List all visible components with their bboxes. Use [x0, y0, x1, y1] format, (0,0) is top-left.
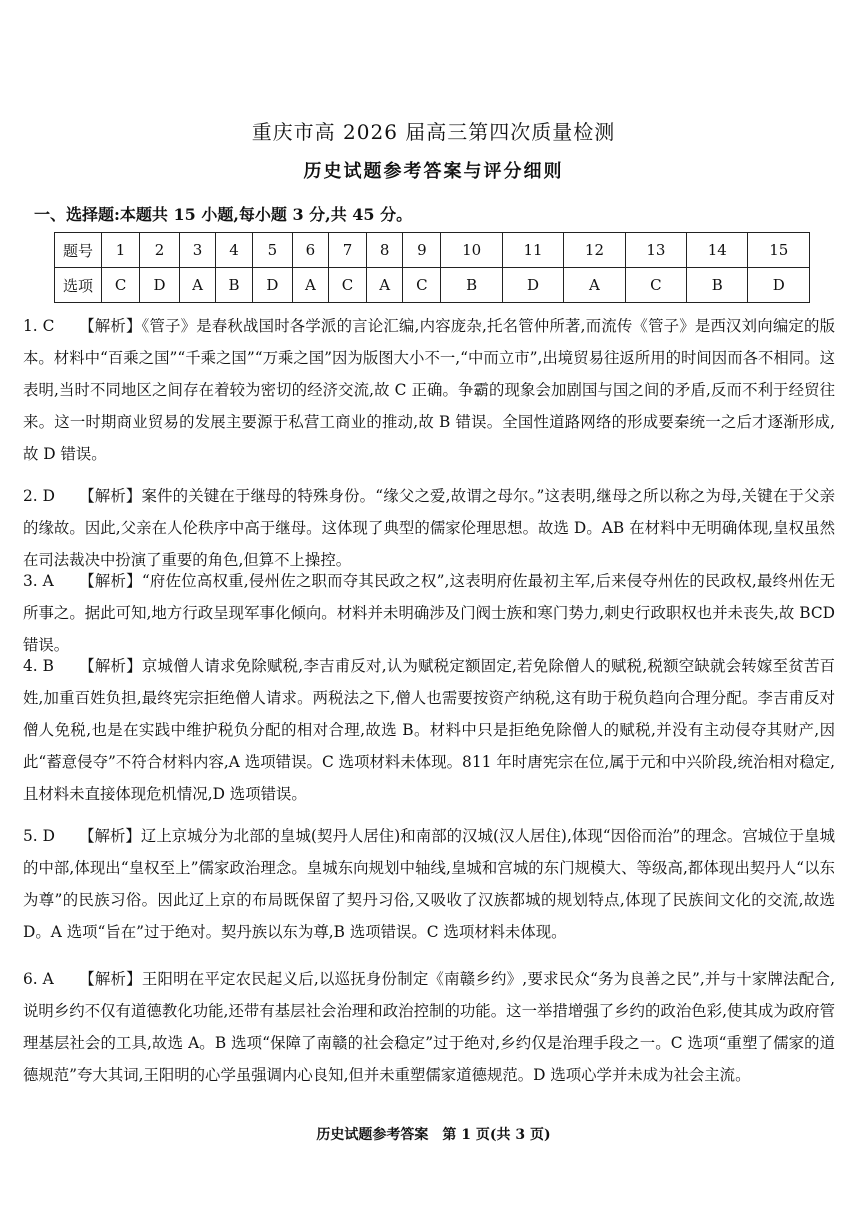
- answer-table-number-row: [55, 233, 810, 268]
- question-number: 4: [216, 233, 253, 268]
- explanation-text: “府佐位高权重,侵州佐之职而夺其民政之权”,这表明府佐最初主军,后来侵夺州佐的民政权,最终州佐无所事之。据此可知,地方行政呈现军事化倾向。材料并未明确涉及门阀士族和寒门势力,刺史行政职权也并未丧失,故 BCD 错误。: [23, 572, 835, 654]
- answer-option: C: [102, 268, 140, 303]
- question-number: 5: [252, 233, 292, 268]
- answer-option: D: [502, 268, 563, 303]
- explanation-tag: 【解析】: [79, 970, 142, 988]
- explanation-tag: 【解析】: [79, 657, 142, 675]
- explanation-number: 3. A: [23, 572, 54, 590]
- question-number: 7: [328, 233, 366, 268]
- page-subtitle: 历史试题参考答案与评分细则: [303, 161, 564, 182]
- answer-option: C: [625, 268, 686, 303]
- question-number: 1: [102, 233, 140, 268]
- explanation-text: 辽上京城分为北部的皇城(契丹人居住)和南部的汉城(汉人居住),体现“因俗而治”的理念。宫城位于皇城的中部,体现出“皇权至上”儒家政治理念。皇城东向规划中轴线,皇城和宫城的东门规模大、等级高,都体现出契丹人“以东为尊”的民族习俗。因此辽上京的布局既保留了契丹习俗,又吸收了汉族都城的规划特点,体现了民族间文化的交流,故选 D。A 选项“旨在”过于绝对。契丹族以东为尊,B 选项错误。C 选项材料未体现。: [23, 827, 835, 941]
- answer-table-option-row: [55, 268, 810, 303]
- explanation-5: [23, 820, 835, 948]
- explanation-text: 王阳明在平定农民起义后,以巡抚身份制定《南赣乡约》,要求民众“务为良善之民”,并与十家牌法配合,说明乡约不仅有道德教化功能,还带有基层社会治理和政治控制的功能。这一举措增强了乡约的政治色彩,使其成为政府管理基层社会的工具,故选 A。B 选项“保障了南赣的社会稳定”过于绝对,乡约仅是治理手段之一。C 选项“重塑了儒家的道德规范”夸大其词,王阳明的心学虽强调内心良知,但并未重塑儒家道德规范。D 选项心学并未成为社会主流。: [23, 970, 835, 1084]
- answer-option: B: [216, 268, 253, 303]
- explanation-number: 6. A: [23, 970, 54, 988]
- explanation-tag: 【解析】: [79, 572, 142, 590]
- explanation-4: [23, 650, 835, 810]
- question-number: 6: [292, 233, 328, 268]
- number-row-label: 题号: [55, 233, 102, 268]
- explanation-1: [23, 310, 835, 470]
- answer-option: A: [367, 268, 403, 303]
- question-number: 11: [502, 233, 563, 268]
- question-number: 10: [441, 233, 502, 268]
- explanation-text: 京城僧人请求免除赋税,李吉甫反对,认为赋税定额固定,若免除僧人的赋税,税额空缺就会转嫁至贫苦百姓,加重百姓负担,最终宪宗拒绝僧人请求。两税法之下,僧人也需要按资产纳税,这有助于税负趋向合理分配。李吉甫反对僧人免税,也是在实践中维护税负分配的相对合理,故选 B。材料中只是拒绝免除僧人的赋税,并没有主动侵夺其财产,因此“蓄意侵夺”不符合材料内容,A 选项错误。C 选项材料未体现。811 年时唐宪宗在位,属于元和中兴阶段,统治相对稳定,且材料未直接体现危机情况,D 选项错误。: [23, 657, 835, 803]
- question-number: 2: [140, 233, 180, 268]
- answer-option: A: [564, 268, 625, 303]
- answer-option: B: [687, 268, 748, 303]
- explanation-text: 案件的关键在于继母的特殊身份。“缘父之爱,故谓之母尔。”这表明,继母之所以称之为母,关键在于父亲的缘故。因此,父亲在人伦秩序中高于继母。这体现了典型的儒家伦理思想。故选 D。AB 在材料中无明确体现,皇权虽然在司法裁决中扮演了重要的角色,但算不上操控。: [23, 487, 835, 569]
- answer-option: B: [441, 268, 502, 303]
- explanation-tag: 【解析】: [79, 487, 142, 505]
- page-footer: 历史试题参考答案 第 1 页(共 3 页): [316, 1127, 551, 1143]
- explanation-number: 2. D: [23, 487, 55, 505]
- answer-table: [54, 232, 810, 303]
- explanation-tag: 【解析】: [79, 827, 141, 845]
- explanation-tag: 【解析】: [79, 317, 142, 335]
- answer-option: A: [292, 268, 328, 303]
- explanation-3: [23, 565, 835, 661]
- answer-option: D: [252, 268, 292, 303]
- option-row-label: 选项: [55, 268, 102, 303]
- explanation-number: 4. B: [23, 657, 54, 675]
- answer-option: C: [403, 268, 441, 303]
- question-number: 9: [403, 233, 441, 268]
- question-number: 3: [179, 233, 215, 268]
- question-number: 8: [367, 233, 403, 268]
- explanation-2: [23, 480, 835, 576]
- answer-option: D: [748, 268, 810, 303]
- question-number: 12: [564, 233, 625, 268]
- answer-option: A: [179, 268, 215, 303]
- explanation-text: 《管子》是春秋战国时各学派的言论汇编,内容庞杂,托名管仲所著,而流传《管子》是西汉刘向编定的版本。材料中“百乘之国”“千乘之国”“万乘之国”因为版图大小不一,“中而立市”,出境贸易往返所用的时间因而各不相同。这表明,当时不同地区之间存在着较为密切的经济交流,故 C 正确。争霸的现象会加剧国与国之间的矛盾,反而不利于经贸往来。这一时期商业贸易的发展主要源于私营工商业的推动,故 B 错误。全国性道路网络的形成要秦统一之后才逐渐形成,故 D 错误。: [23, 317, 835, 463]
- explanation-6: [23, 963, 835, 1091]
- question-number: 14: [687, 233, 748, 268]
- answer-option: D: [140, 268, 180, 303]
- explanation-number: 1. C: [23, 317, 55, 335]
- question-number: 13: [625, 233, 686, 268]
- page-title: 重庆市高 2026 届高三第四次质量检测: [251, 120, 616, 144]
- section-heading: 一、选择题:本题共 15 小题,每小题 3 分,共 45 分。: [34, 205, 413, 224]
- explanation-number: 5. D: [23, 827, 55, 845]
- question-number: 15: [748, 233, 810, 268]
- answer-option: C: [328, 268, 366, 303]
